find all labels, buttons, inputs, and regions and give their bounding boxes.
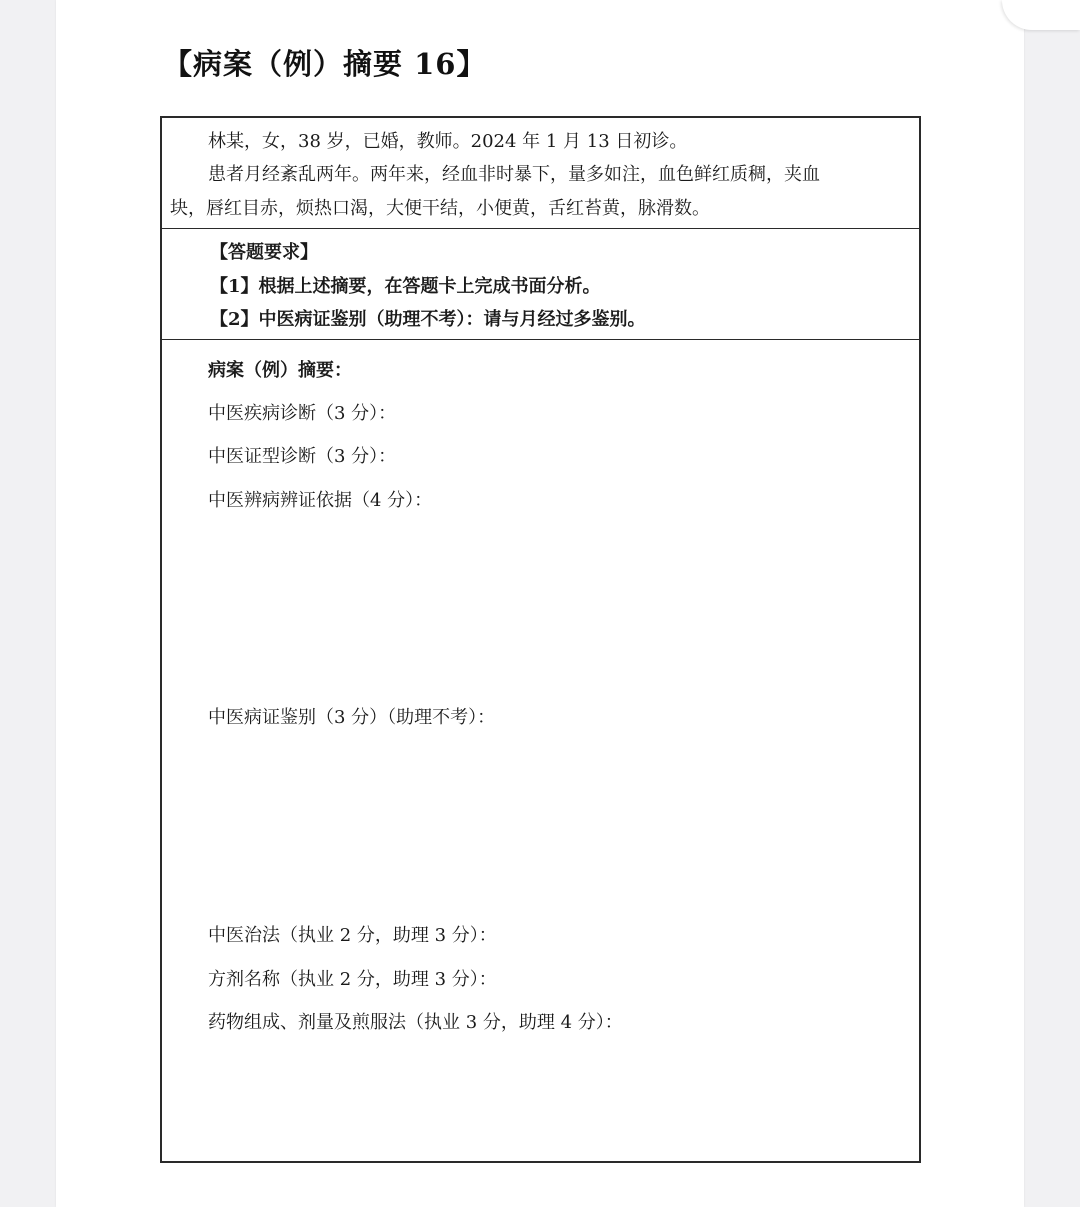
section-divider-2 [162, 339, 919, 340]
diagnosis-basis-label: 中医辨病辨证依据（4 分）： [208, 490, 433, 511]
answer-summary-label: 病案（例）摘要： [208, 360, 352, 381]
herbs-composition-label: 药物组成、剂量及煎服法（执业 3 分，助理 4 分）： [208, 1012, 623, 1033]
requirements-heading: 【答题要求】 [210, 242, 318, 263]
case-history-line-1: 患者月经紊乱两年。两年来，经血非时暴下，量多如注，血色鲜红质稠，夹血 [208, 164, 820, 185]
differential-diagnosis-label: 中医病证鉴别（3 分）（助理不考）： [208, 707, 496, 728]
disease-diagnosis-label: 中医疾病诊断（3 分）： [208, 403, 397, 424]
document-title: 【病案（例）摘要 16】 [163, 47, 487, 81]
treatment-method-label: 中医治法（执业 2 分，助理 3 分）： [208, 925, 497, 946]
formula-name-label: 方剂名称（执业 2 分，助理 3 分）： [208, 969, 497, 990]
case-patient-info: 林某，女，38 岁，已婚，教师。2024 年 1 月 13 日初诊。 [208, 131, 688, 152]
case-history-line-2: 块，唇红目赤，烦热口渴，大便干结，小便黄，舌红苔黄，脉滑数。 [170, 198, 710, 219]
syndrome-diagnosis-label: 中医证型诊断（3 分）： [208, 446, 397, 467]
requirement-item-1: 【1】根据上述摘要，在答题卡上完成书面分析。 [210, 276, 601, 297]
section-divider-1 [162, 228, 919, 229]
requirement-item-2: 【2】中医病证鉴别（助理不考）：请与月经过多鉴别。 [210, 309, 646, 330]
